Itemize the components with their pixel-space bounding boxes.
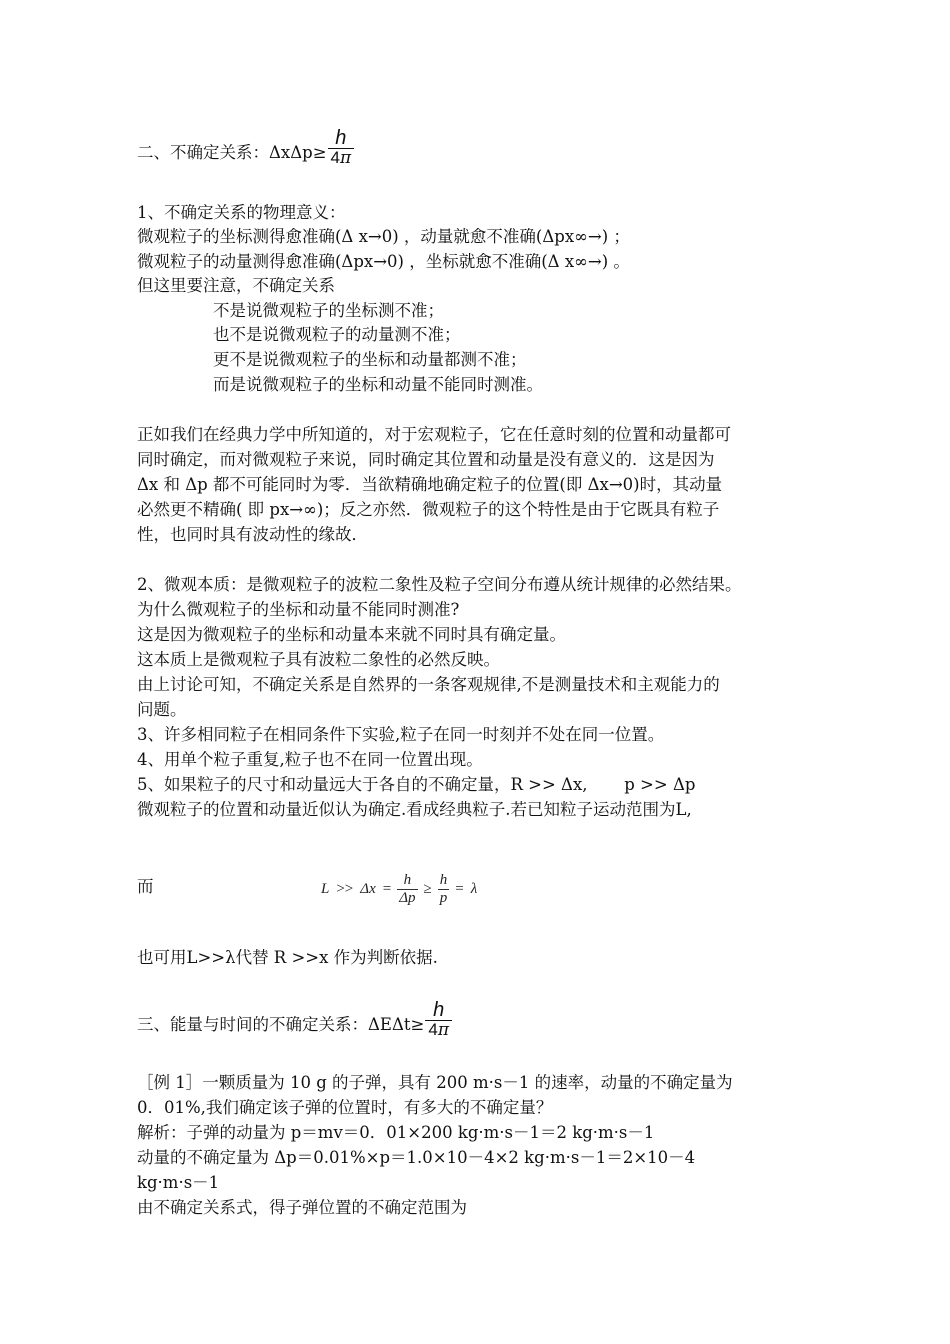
example-line-4: kg·m·s－1 [137, 1173, 220, 1192]
criterion-line: 也可用L>>λ代替 R >>x 作为判断依据. [137, 948, 438, 967]
line-b-4: 由上讨论可知，不确定关系是自然界的一条客观规律,不是测量技术和主观能力的 [137, 675, 720, 694]
para-classical-1: 同时确定，而对微观粒子来说，同时确定其位置和动量是没有意义的．这是因为 [137, 450, 715, 469]
formula-dx: Δx [360, 881, 376, 897]
formula-ge: ≥ [423, 881, 432, 897]
line-b-9: 微观粒子的位置和动量近似认为确定.看成经典粒子.若已知粒子运动范围为L, [137, 800, 692, 819]
para-classical-2: Δx 和 Δp 都不可能同时为零．当欲精确地确定粒子的位置(即 Δx→0)时，其动量 [137, 475, 723, 494]
line-a-1: 微观粒子的坐标测得愈准确(Δ x→0) ，动量就愈不准确(Δpx∞→) ； [137, 227, 630, 246]
line-b-1: 为什么微观粒子的坐标和动量不能同时测准? [137, 600, 460, 619]
formula-gg: >> [336, 881, 354, 897]
example-line-2: 解析：子弹的动量为 p＝mv＝0．01×200 kg·m·s－1＝2 kg·m·s－1 [137, 1123, 655, 1142]
section-2-heading [137, 127, 354, 168]
fraction-denominator: 4π [330, 148, 352, 168]
line-b-6: 3、许多相同粒子在相同条件下实验,粒子在同一时刻并不处在同一位置。 [137, 725, 665, 744]
section-3-title: 三、能量与时间的不确定关系：ΔEΔt≥ [137, 1015, 425, 1034]
formula-L: L [321, 881, 330, 897]
indented-line-2: 更不是说微观粒子的坐标和动量都测不准； [213, 350, 527, 369]
line-b-2: 这是因为微观粒子的坐标和动量本来就不同时具有确定量。 [137, 625, 566, 644]
indented-line-3: 而是说微观粒子的坐标和动量不能同时测准。 [213, 375, 543, 394]
example-line-0: ［例 1］一颗质量为 10 g 的子弹，具有 200 m·s－1 的速率，动量的不确定量为 [137, 1073, 733, 1092]
example-line-5: 由不确定关系式，得子弹位置的不确定范围为 [137, 1198, 467, 1217]
section-3-heading [137, 999, 452, 1040]
indented-line-1: 也不是说微观粒子的动量测不准； [213, 325, 461, 344]
line-a-0: 1、不确定关系的物理意义： [137, 203, 346, 222]
line-a-2: 微观粒子的动量测得愈准确(Δpx→0) ，坐标就愈不准确(Δ x∞→) 。 [137, 252, 630, 271]
fraction-numerator: h [335, 127, 347, 149]
formula-frac-h-dp: h Δp [399, 872, 416, 906]
line-b-3: 这本质上是微观粒子具有波粒二象性的必然反映。 [137, 650, 500, 669]
example-line-3: 动量的不确定量为 Δp＝0.01%×p＝1.0×10－4×2 kg·m·s－1＝2×10－4 [137, 1148, 696, 1167]
line-a-3: 但这里要注意，不确定关系 [137, 276, 335, 295]
formula-frac-h-p: h p [439, 872, 448, 906]
para-classical-3: 必然更不精确( 即 px→∞)；反之亦然．微观粒子的这个特性是由于它既具有粒子 [137, 500, 720, 519]
wavelength-formula [318, 872, 480, 907]
formula-eq1: = [382, 881, 392, 897]
indented-line-0: 不是说微观粒子的坐标测不准； [213, 301, 444, 320]
h-over-4pi-fraction [328, 128, 355, 167]
formula-eq2: = [455, 881, 464, 897]
h-over-4pi-fraction-2 [425, 1000, 452, 1039]
line-b-7: 4、用单个粒子重复,粒子也不在同一位置出现。 [137, 750, 483, 769]
section-2-title: 二、不确定关系：ΔxΔp≥ [137, 143, 327, 162]
formula-lambda: λ [470, 881, 478, 897]
line-b-0: 2、微观本质：是微观粒子的波粒二象性及粒子空间分布遵从统计规律的必然结果。 [137, 575, 742, 594]
line-b-5: 问题。 [137, 700, 187, 719]
fraction-numerator: h [433, 999, 445, 1021]
example-line-1: 0．01%,我们确定该子弹的位置时，有多大的不确定量？ [137, 1098, 553, 1117]
para-classical-0: 正如我们在经典力学中所知道的，对于宏观粒子，它在任意时刻的位置和动量都可 [137, 425, 731, 444]
er-label: 而 [137, 877, 154, 896]
line-b-8: 5、如果粒子的尺寸和动量远大于各自的不确定量，R >> Δx, p >> Δp [137, 775, 696, 794]
fraction-denominator: 4π [428, 1020, 449, 1040]
para-classical-4: 性，也同时具有波动性的缘故． [137, 525, 368, 544]
